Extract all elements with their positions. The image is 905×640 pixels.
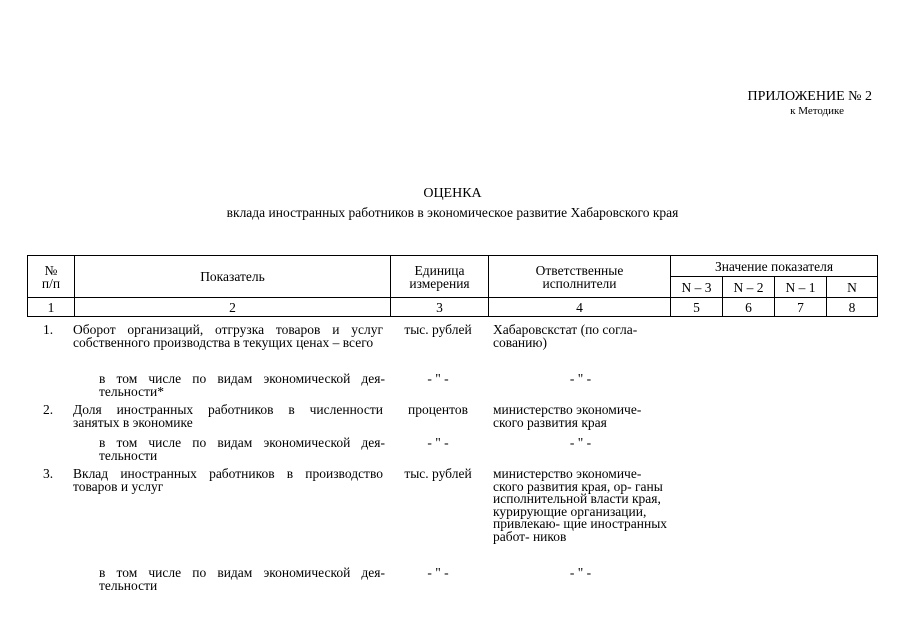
column-number: 5 (671, 298, 723, 317)
column-number: 6 (723, 298, 775, 317)
row-unit: - " - (427, 371, 449, 386)
header-responsible: Ответственные исполнители (489, 256, 671, 298)
document-subtitle: вклада иностранных работников в экономическое развитие Хабаровского края (226, 205, 679, 220)
row-unit: тыс. рублей (404, 466, 472, 481)
row-number: 2. (43, 402, 54, 417)
row-indicator: в том числе по видам экономической дея- тельности* (99, 371, 385, 399)
row-number: 3. (43, 466, 54, 481)
header-unit: Единица измерения (391, 256, 489, 298)
row-indicator: Вклад иностранных работников в производство товаров и услуг (73, 466, 383, 494)
header-indicator: Показатель (75, 256, 391, 298)
header-year: N – 1 (775, 277, 827, 298)
appendix-title: ПРИЛОЖЕНИЕ № 2 (747, 89, 872, 104)
column-number: 1 (28, 298, 75, 317)
document-title: ОЦЕНКА (423, 186, 482, 201)
row-responsible: - " - (569, 565, 592, 580)
indicator-table-header (27, 255, 878, 317)
row-responsible: министерство экономиче- ского развития края (493, 402, 642, 430)
row-responsible: Хабаровскстат (по согла- сованию) (493, 322, 638, 350)
column-number: 8 (827, 298, 878, 317)
row-indicator: Оборот организаций, отгрузка товаров и услуг собственного производства в текущих ценах – всего (73, 322, 383, 350)
column-number: 2 (75, 298, 391, 317)
row-responsible: - " - (569, 435, 592, 450)
row-indicator: Доля иностранных работников в численности занятых в экономике (73, 402, 383, 430)
row-responsible: - " - (569, 371, 592, 386)
header-year: N – 2 (723, 277, 775, 298)
row-unit: тыс. рублей (404, 322, 472, 337)
row-responsible: министерство экономиче- ского развития края, ор- ганы исполнительной власти края, курирующие организации, привлекаю- щие иностранных работ- ников (493, 466, 668, 544)
header-num: № п/п (28, 256, 75, 298)
row-indicator: в том числе по видам экономической дея- тельности (99, 435, 385, 463)
row-unit: - " - (427, 565, 449, 580)
appendix-header (748, 89, 873, 119)
column-number: 3 (391, 298, 489, 317)
row-unit: - " - (427, 435, 449, 450)
row-number: 1. (43, 322, 54, 337)
row-unit: процентов (407, 402, 468, 417)
header-year: N – 3 (671, 277, 723, 298)
header-value: Значение показателя (671, 256, 878, 277)
appendix-subtitle: к Методике (790, 105, 844, 117)
row-indicator: в том числе по видам экономической дея- тельности (99, 565, 385, 593)
column-number: 4 (489, 298, 671, 317)
header-year: N (827, 277, 878, 298)
column-number: 7 (775, 298, 827, 317)
